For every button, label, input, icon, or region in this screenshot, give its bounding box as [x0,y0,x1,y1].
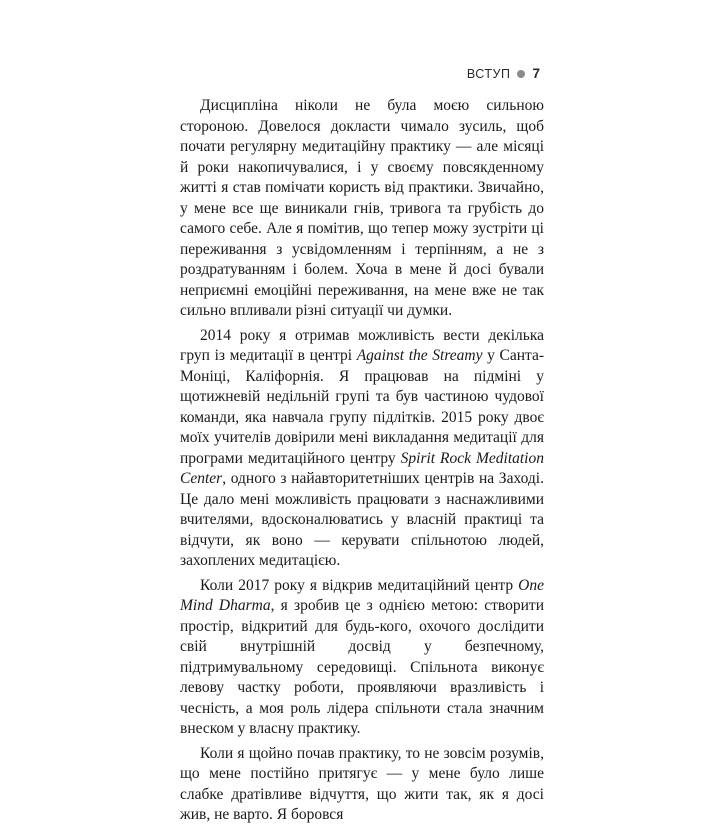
section-title: ВСТУП [466,66,511,81]
page-number: 7 [532,66,540,81]
running-head [467,66,540,81]
paragraph [180,576,544,740]
paragraph [180,96,544,322]
bullet-dot-icon [517,70,525,78]
text-run: Коли 2017 року я відкрив медитаційний центр [200,576,519,594]
italic-center-name: One Mind Dharma [180,576,544,614]
text-run: у Санта-Моніці, Каліфорнія. Я працював на підміні у щотижневій недільній групі та був частиною чудової команди, яка навчала групу підлітків. 2015 року двоє моїх учителів довірили мені викладання медитації для програми медитаційного центру [180,347,544,467]
paragraph [180,326,544,572]
paragraph [180,744,544,826]
text-run: , я зробив це з однією метою: створити простір, відкритий для будь-кого, охочого дослідити свій внутрішній досвід у безпечному, підтримувальному середовищі. Спільнота виконує левову частку роботи, проявляючи вразливість і чесність, а моя роль лідера спільноти стала значним внеском у власну практику. [180,597,545,737]
text-run: , одного з найавторитетніших центрів на Заході. Це дало мені можливість працювати з наснажливими вчителями, вдосконалюватись у власній практиці та відчути, як воно — керувати спільнотою людей, захоплених медитацією. [180,470,544,569]
body-text [180,96,544,826]
text-run: Коли я щойно почав практику, то не зовсім розумів, що мене постійно притягує — у мене було лише слабке дратівливе відчуття, що жити так, як я досі жив, не варто. Я боровся [180,744,544,823]
italic-center-name: Spirit Rock Meditation Center [180,449,544,487]
italic-center-name: Against the Streamy [356,347,483,364]
text-run: 2014 року я отримав можливість вести декілька груп із медитації в центрі [180,326,544,364]
text-run: Дисципліна ніколи не була моєю сильною стороною. Довелося докласти чимало зусиль, щоб почати регулярну медитаційну практику — але місяці й роки накопичувалися, і у своєму повсякденному житті я став помічати користь від практики. Звичайно, у мене все ще виникали гнів, тривога та грубість до самого себе. Але я помітив, що тепер можу зустріти ці переживання з усвідомленням і терпінням, а не з роздратуванням і болем. Хоча в мене й досі бували неприємні емоційні переживання, на мене вже не так сильно впливали різні ситуації чи думки. [180,97,544,319]
